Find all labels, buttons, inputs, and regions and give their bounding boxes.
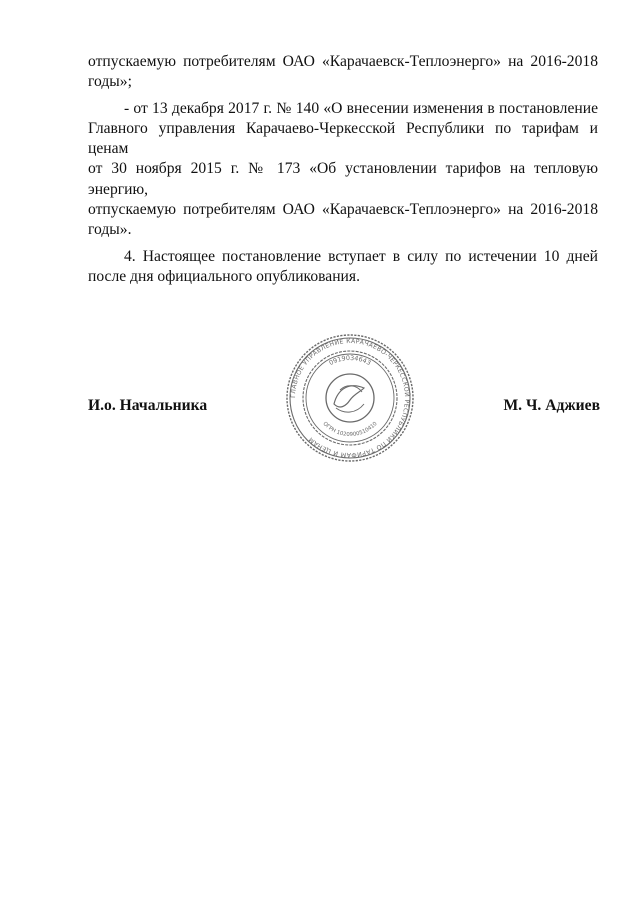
text-line: годы»;: [88, 73, 132, 91]
document-body: [88, 52, 598, 287]
text-line: после дня официального опубликования.: [88, 267, 360, 285]
text-line: от 30 ноября 2015 г. № 173 «Об установлении тарифов на тепловую энергию,: [88, 160, 598, 198]
svg-text:ОГРН 1020900510410: [321, 421, 379, 439]
text-line: 4. Настоящее постановление вступает в силу по истечении 10 дней: [124, 247, 598, 265]
official-seal-stamp: [284, 332, 416, 464]
signatory-position: И.о. Начальника: [88, 397, 208, 414]
stamp-inner-bottom-text: ОГРН 1020900510410: [321, 420, 379, 439]
stamp-inner-top-text: 0919034643: [327, 353, 373, 368]
svg-text:0919034643: [328, 354, 372, 367]
text-line: Главного управления Карачаево-Черкесской Республики по тарифам и ценам: [88, 119, 598, 158]
text-line: - от 13 декабря 2017 г. № 140 «О внесении изменения в постановление: [124, 99, 598, 117]
stamp-outer-text: ГЛАВНОЕ УПРАВЛЕНИЕ КАРАЧАЕВО-ЧЕРКЕССКОЙ РЕСПУБЛИКИ ПО ТАРИФАМ И ЦЕНАМ: [289, 337, 411, 459]
text-line: годы».: [88, 221, 132, 239]
text-line: отпускаемую потребителям ОАО «Карачаевск-Теплоэнерго» на 2016-2018: [88, 201, 598, 219]
text-line: отпускаемую потребителям ОАО «Карачаевск-Теплоэнерго» на 2016-2018: [88, 53, 598, 70]
signatory-name: М. Ч. Аджиев: [503, 397, 600, 414]
